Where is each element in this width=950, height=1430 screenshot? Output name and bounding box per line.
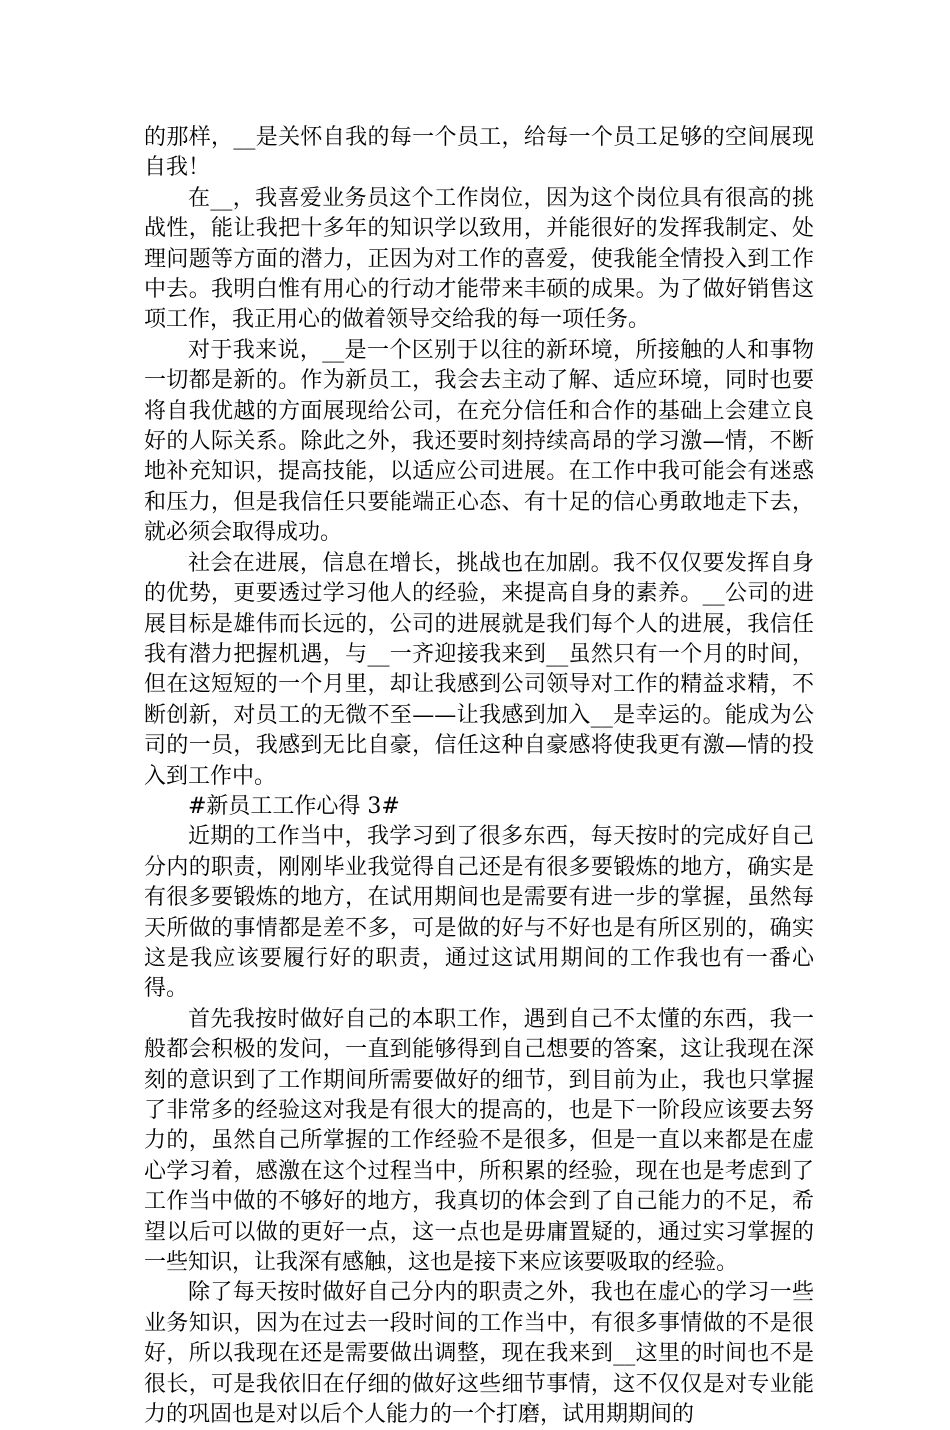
paragraph-duties-first: 首先我按时做好自己的本职工作，遇到自己不太懂的东西，我一般都会积极的发问，一直到能够得到自己想要的答案，这让我现在深刻的意识到了工作期间所需要做好的细节，到目前为止，我也只掌握了非常多的经验这对我是有很大的提高的，也是下一阶段应该要去努力的，虽然自己所掌握的工作经验不是很多，但是一直以来都是在虚心学习着，感激在这个过程当中，所积累的经验，现在也是考虑到了工作当中做的不够好的地方，我真切的体会到了自己能力的不足，希望以后可以做的更好一点，这一点也是毋庸置疑的，通过实习掌握的一些知识，让我深有感触，这也是接下来应该要吸取的经验。 (144, 1006, 814, 1276)
paragraph-new-environment: 对于我来说，__是一个区别于以往的新环境，所接触的人和事物一切都是新的。作为新员工，我会去主动了解、适应环境，同时也要将自我优越的方面展现给公司，在充分信任和合作的基础上会建立良好的人际关系。除此之外，我还要时刻持续高昂的学习激—情，不断地补充知识，提高技能，以适应公司进展。在工作中我可能会有迷惑和压力，但是我信任只要能端正心态、有十足的信心勇敢地走下去，就必须会取得成功。 (144, 337, 814, 546)
section-heading: #新员工工作心得 3# (188, 793, 400, 819)
paragraph-job-passion: 在__，我喜爱业务员这个工作岗位，因为这个岗位具有很高的挑战性，能让我把十多年的知识学以致用，并能很好的发挥我制定、处理问题等方面的潜力，正因为对工作的喜爱，使我能全情投入到工作中去。我明白惟有用心的行动才能带来丰硕的成果。为了做好销售这项工作，我正用心的做着领导交给我的每一项任务。 (144, 185, 814, 333)
paragraph-business-learning: 除了每天按时做好自己分内的职责之外，我也在虚心的学习一些业务知识，因为在过去一段时间的工作当中，有很多事情做的不是很好，所以我现在还是需要做出调整，现在我来到__这里的时间也不是很长，可是我依旧在仔细的做好这些细节事情，这不仅仅是对专业能力的巩固也是对以后个人能力的一个打磨，试用期期间的 (144, 1280, 814, 1428)
paragraph-social-progress: 社会在进展，信息在增长，挑战也在加剧。我不仅仅要发挥自身的优势，更要透过学习他人的经验，来提高自身的素养。__公司的进展目标是雄伟而长远的，公司的进展就是我们每个人的进展，我信任我有潜力把握机遇，与__一齐迎接我来到__虽然只有一个月的时间，但在这短短的一个月里，却让我感到公司领导对工作的精益求精，不断创新，对员工的无微不至——让我感到加入__是幸运的。能成为公司的一员，我感到无比自豪，信任这种自豪感将使我更有激—情的投入到工作中。 (144, 550, 814, 789)
paragraph-recent-work: 近期的工作当中，我学习到了很多东西，每天按时的完成好自己分内的职责，刚刚毕业我觉得自己还是有很多要锻炼的地方，确实是有很多要锻炼的地方，在试用期间也是需要有进一步的掌握，虽然每天所做的事情都是差不多，可是做的好与不好也是有所区别的，确实这是我应该要履行好的职责，通过这试用期间的工作我也有一番心得。 (144, 824, 814, 1002)
document-page (144, 123, 814, 1430)
paragraph-continuation: 的那样，__是关怀自我的每一个员工，给每一个员工足够的空间展现自我！ (144, 125, 814, 181)
